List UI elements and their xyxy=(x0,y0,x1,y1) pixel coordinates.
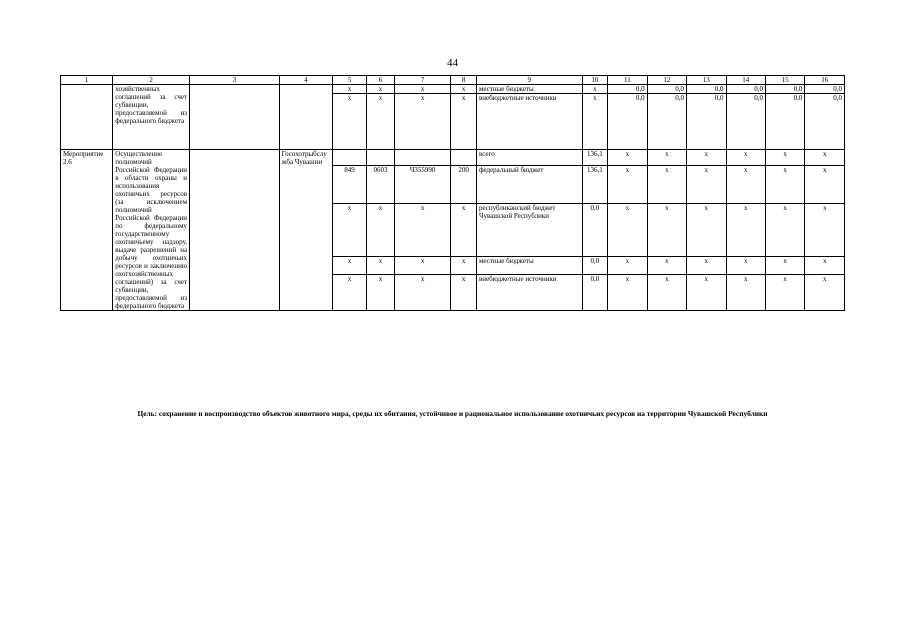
col-header-8: 8 xyxy=(451,76,477,85)
table-cell: x xyxy=(687,274,726,310)
funding-source: внебюджетные источники xyxy=(476,274,582,310)
col-header-15: 15 xyxy=(765,76,804,85)
table-cell: x xyxy=(332,274,366,310)
funding-source: внебюджетные источники xyxy=(476,94,582,150)
table-cell: x xyxy=(332,257,366,274)
table-cell: x xyxy=(582,85,608,94)
col-header-1: 1 xyxy=(61,76,113,85)
table-cell: x xyxy=(394,203,451,257)
funding-source: федеральный бюджет xyxy=(476,165,582,203)
table-cell: x xyxy=(647,165,686,203)
table-cell: x xyxy=(608,274,647,310)
table-cell: x xyxy=(367,257,395,274)
col-header-11: 11 xyxy=(608,76,647,85)
col-header-6: 6 xyxy=(367,76,395,85)
table-cell: x xyxy=(451,94,477,150)
table-cell: x xyxy=(647,274,686,310)
table-cell: 0,0 xyxy=(647,94,686,150)
table-cell xyxy=(367,150,395,166)
table-cell: x xyxy=(765,274,804,310)
table-cell: x xyxy=(394,85,451,94)
table-cell: x xyxy=(687,257,726,274)
table-cell: x xyxy=(647,150,686,166)
table-cell: x xyxy=(765,165,804,203)
table-cell: 0603 xyxy=(367,165,395,203)
cell-empty xyxy=(190,150,280,311)
table-cell: x xyxy=(367,274,395,310)
table-cell: x xyxy=(367,94,395,150)
table-cell: 0,0 xyxy=(805,85,845,94)
table-cell: x xyxy=(332,85,366,94)
table-cell: x xyxy=(805,203,845,257)
table-cell: x xyxy=(765,257,804,274)
table-cell: x xyxy=(608,257,647,274)
table-cell: x xyxy=(367,203,395,257)
table-cell: x xyxy=(451,203,477,257)
table-cell: x xyxy=(394,274,451,310)
table-cell: 136,1 xyxy=(582,150,608,166)
col-header-4: 4 xyxy=(279,76,332,85)
table-cell: x xyxy=(726,203,765,257)
table-cell: 0,0 xyxy=(582,203,608,257)
measure-description: Осуществление полномочий Российской Федерации в области охраны и использования охотничьих ресурсов (за исключением полномочий Российской Федерации по федеральному государственному охотничьему надзору, выдаче разрешений на добычу охотничьих ресурсов и заключению охотхозяйственных соглашений) за счет субвенции, предоставляемой из федерального бюджета xyxy=(113,150,190,311)
table-cell: x xyxy=(765,150,804,166)
table-cell: 0,0 xyxy=(805,94,845,150)
cell-empty xyxy=(190,85,280,150)
funding-source: местные бюджеты xyxy=(476,257,582,274)
table-cell: x xyxy=(647,257,686,274)
table-cell: 136,1 xyxy=(582,165,608,203)
table-cell: x xyxy=(451,274,477,310)
table-cell: 0,0 xyxy=(687,85,726,94)
goal-heading: Цель: сохранение и воспроизводство объектов животного мира, среды их обитания, устойчивое и рациональное использование охотничьих ресурсов на территории Чувашской Республики xyxy=(137,409,768,418)
column-number-row xyxy=(61,76,845,85)
table-cell: x xyxy=(805,150,845,166)
col-header-5: 5 xyxy=(332,76,366,85)
table-cell: x xyxy=(608,150,647,166)
table-cell: x xyxy=(608,165,647,203)
table-cell: x xyxy=(647,203,686,257)
col-header-7: 7 xyxy=(394,76,451,85)
table-cell: 0,0 xyxy=(765,85,804,94)
table-cell xyxy=(451,150,477,166)
table-cell: 0,0 xyxy=(608,85,647,94)
page-number: 44 xyxy=(447,57,458,69)
table-row xyxy=(61,85,845,94)
table-cell xyxy=(332,150,366,166)
table-cell: x xyxy=(332,203,366,257)
table-cell: x xyxy=(726,274,765,310)
table-cell: x xyxy=(451,85,477,94)
col-header-3: 3 xyxy=(190,76,280,85)
table-cell: 0,0 xyxy=(687,94,726,150)
table-cell: 0,0 xyxy=(765,94,804,150)
table-cell: 0,0 xyxy=(647,85,686,94)
table-cell xyxy=(394,150,451,166)
col-header-14: 14 xyxy=(726,76,765,85)
table-cell: 849 xyxy=(332,165,366,203)
table-cell: x xyxy=(726,165,765,203)
table-cell: 0,0 xyxy=(582,257,608,274)
table-cell: 0,0 xyxy=(582,274,608,310)
col-header-2: 2 xyxy=(113,76,190,85)
table-cell: x xyxy=(805,274,845,310)
col-header-10: 10 xyxy=(582,76,608,85)
budget-table-top xyxy=(60,75,845,311)
funding-source: республиканский бюджет Чувашской Республики xyxy=(476,203,582,257)
table-cell: x xyxy=(687,150,726,166)
table-cell: x xyxy=(805,165,845,203)
col-header-13: 13 xyxy=(687,76,726,85)
table-cell: x xyxy=(726,257,765,274)
table-cell: x xyxy=(765,203,804,257)
col-header-12: 12 xyxy=(647,76,686,85)
col-header-16: 16 xyxy=(805,76,845,85)
table-cell: x xyxy=(451,257,477,274)
col-header-9: 9 xyxy=(476,76,582,85)
table-cell: x xyxy=(687,165,726,203)
funding-source: всего xyxy=(476,150,582,166)
table-cell: x xyxy=(394,94,451,150)
table-cell: x xyxy=(332,94,366,150)
cell-empty xyxy=(61,85,113,150)
table-cell: x xyxy=(726,150,765,166)
table-cell: 0,0 xyxy=(608,94,647,150)
table-cell: 0,0 xyxy=(726,94,765,150)
table-cell: x xyxy=(394,257,451,274)
funding-source: местные бюджеты xyxy=(476,85,582,94)
table-cell: x xyxy=(582,94,608,150)
table-cell: 200 xyxy=(451,165,477,203)
executor-name: Госохотрыбслужба Чувашии xyxy=(279,150,332,311)
table-cell: Ч355990 xyxy=(394,165,451,203)
table-cell: x xyxy=(687,203,726,257)
cell-empty xyxy=(279,85,332,150)
measure-label: Мероприятие 2.6 xyxy=(61,150,113,311)
continued-description: хозяйственных соглашений за счет субвенции, предоставляемой из федерального бюджета xyxy=(113,85,190,150)
table-cell: x xyxy=(367,85,395,94)
table-cell: x xyxy=(608,203,647,257)
table-row xyxy=(61,150,845,166)
table-cell: x xyxy=(805,257,845,274)
table-cell: 0,0 xyxy=(726,85,765,94)
